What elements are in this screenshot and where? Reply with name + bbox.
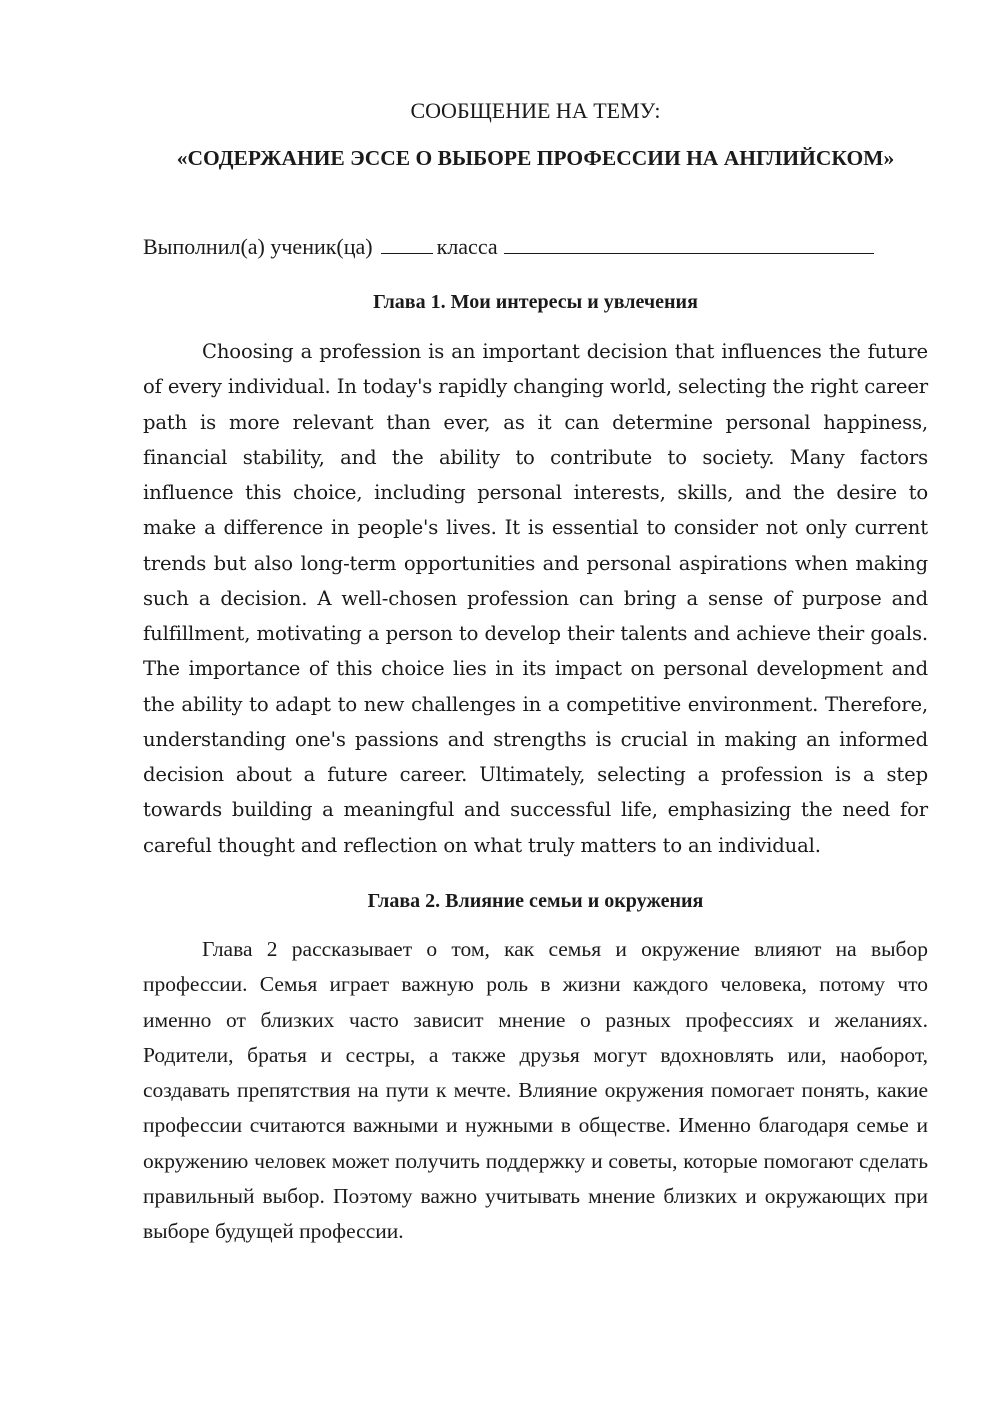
student-info-line <box>143 229 928 265</box>
document-title: «СОДЕРЖАНИЕ ЭССЕ О ВЫБОРЕ ПРОФЕССИИ НА АНГЛИЙСКОМ» <box>176 146 895 170</box>
student-name-blank <box>504 231 874 254</box>
class-number-blank <box>381 231 433 254</box>
class-label: класса <box>436 234 498 259</box>
chapter-1-title: Глава 1. Мои интересы и увлечения <box>373 291 698 313</box>
chapter-1-paragraph: Choosing a profession is an important decision that influences the future of every individual. In today's rapidly changing world, selecting the right career path is more relevant than ever, as it can determine personal happiness, financial stability, and the ability to contribute to society. Many factors influence this choice, including personal interests, skills, and the desire to make a difference in people's lives. It is essential to consider not only current trends but also long-term opportunities and personal aspirations when making such a decision. A well-chosen profession can bring a sense of purpose and fulfillment, motivating a person to develop their talents and achieve their goals. The importance of this choice lies in its impact on personal development and the ability to adapt to new challenges in a competitive environment. Therefore, understanding one's passions and strengths is crucial in making an informed decision about a future career. Ultimately, selecting a profession is a step towards building a meaningful and successful life, emphasizing the need for careful thought and reflection on what truly matters to an individual. <box>143 340 928 857</box>
performed-by-label: Выполнил(а) ученик(ца) <box>143 234 373 259</box>
chapter-2-title: Глава 2. Влияние семьи и окружения <box>367 890 704 912</box>
chapter-2-paragraph: Глава 2 рассказывает о том, как семья и окружение влияют на выбор профессии. Семья играет важную роль в жизни каждого человека, потому что именно от близких часто зависит мнение о разных профессиях и желаниях. Родители, братья и сестры, а также друзья могут вдохновлять или, наоборот, создавать препятствия на пути к мечте. Влияние окружения помогает понять, какие профессии считаются важными и нужными в обществе. Именно благодаря семье и окружению человек может получить поддержку и советы, которые помогают сделать правильный выбор. Поэтому важно учитывать мнение близких и окружающих при выборе будущей профессии. <box>143 937 928 1243</box>
topic-heading: СООБЩЕНИЕ НА ТЕМУ: <box>410 98 661 123</box>
